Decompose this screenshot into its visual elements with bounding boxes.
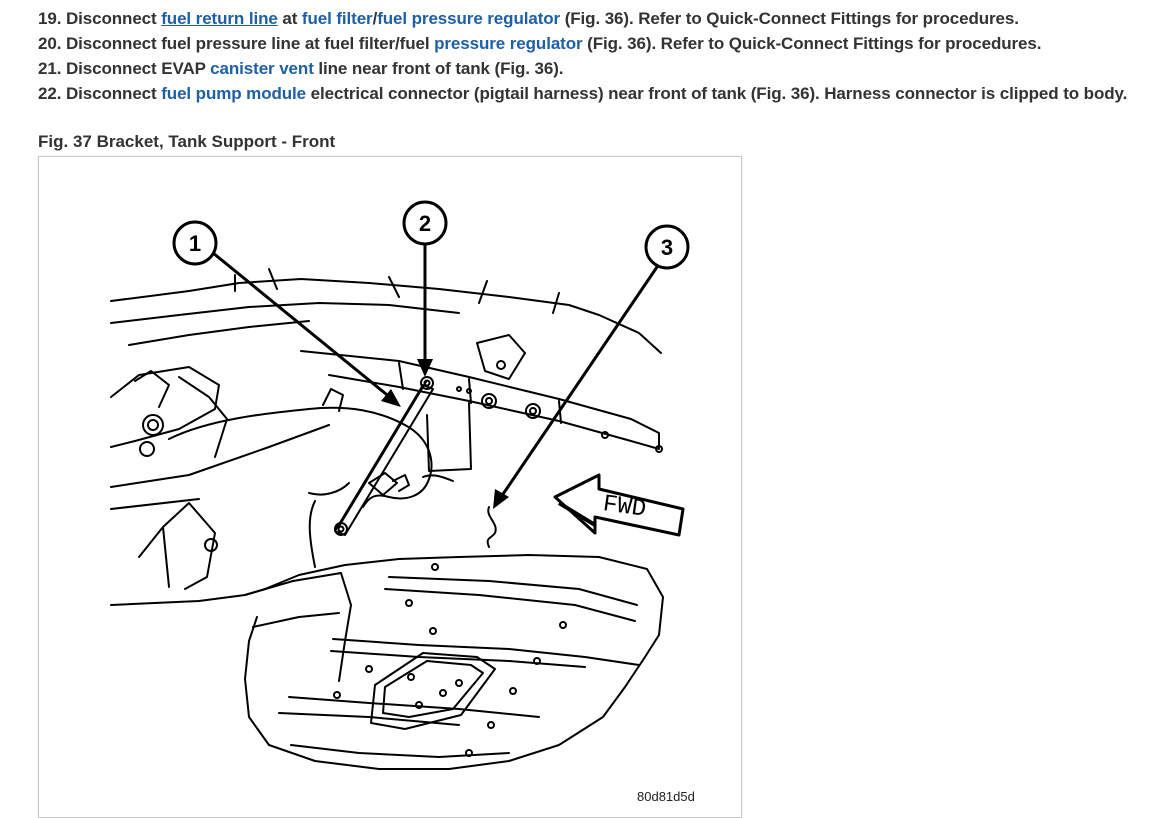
- step-21: [38, 56, 1158, 81]
- fuel-pressure-regulator-link[interactable]: fuel pressure regulator: [377, 9, 561, 28]
- step-number: 19.: [38, 9, 62, 28]
- callout-3-label: 3: [660, 235, 674, 260]
- step-22: [38, 81, 1158, 106]
- pressure-regulator-link[interactable]: pressure regulator: [434, 34, 583, 53]
- step-text: /: [372, 9, 378, 28]
- step-text: (Fig. 36). Refer to Quick-Connect Fittings for procedures.: [582, 34, 1042, 53]
- figure-caption: Fig. 37 Bracket, Tank Support - Front: [38, 132, 336, 151]
- figure-code: 80d81d5d: [637, 789, 695, 804]
- step-text: electrical connector (pigtail harness) near front of tank (Fig. 36). Harness connector is clipped to body.: [306, 84, 1128, 103]
- fwd-label: FWD: [601, 491, 648, 524]
- fwd-arrow: [555, 475, 683, 535]
- step-number: 21.: [38, 59, 62, 78]
- step-number: 20.: [38, 34, 62, 53]
- step-text: Disconnect fuel pressure line at fuel filter/fuel: [61, 34, 435, 53]
- figure-illustration: [38, 156, 742, 818]
- step-text: Disconnect: [61, 84, 162, 103]
- callout-2-label: 2: [418, 211, 432, 236]
- fuel-return-line-link[interactable]: fuel return line: [161, 9, 278, 28]
- step-20: [38, 31, 1158, 56]
- step-text: at: [277, 9, 302, 28]
- step-text: line near front of tank (Fig. 36).: [313, 59, 564, 78]
- callout-1-label: 1: [188, 231, 202, 256]
- tank-support-diagram: [39, 157, 741, 817]
- callout-2: [404, 202, 446, 244]
- step-text: (Fig. 36). Refer to Quick-Connect Fittings for procedures.: [560, 9, 1019, 28]
- canister-vent-link[interactable]: canister vent: [210, 59, 314, 78]
- step-text: Disconnect EVAP: [61, 59, 211, 78]
- callout-3: [646, 226, 688, 268]
- step-19: [38, 6, 1158, 31]
- procedure-steps: [38, 6, 1158, 106]
- step-text: Disconnect: [61, 9, 162, 28]
- callout-1: [174, 222, 216, 264]
- fuel-pump-module-link[interactable]: fuel pump module: [161, 84, 307, 103]
- fuel-filter-link[interactable]: fuel filter: [301, 9, 373, 28]
- step-number: 22.: [38, 84, 62, 103]
